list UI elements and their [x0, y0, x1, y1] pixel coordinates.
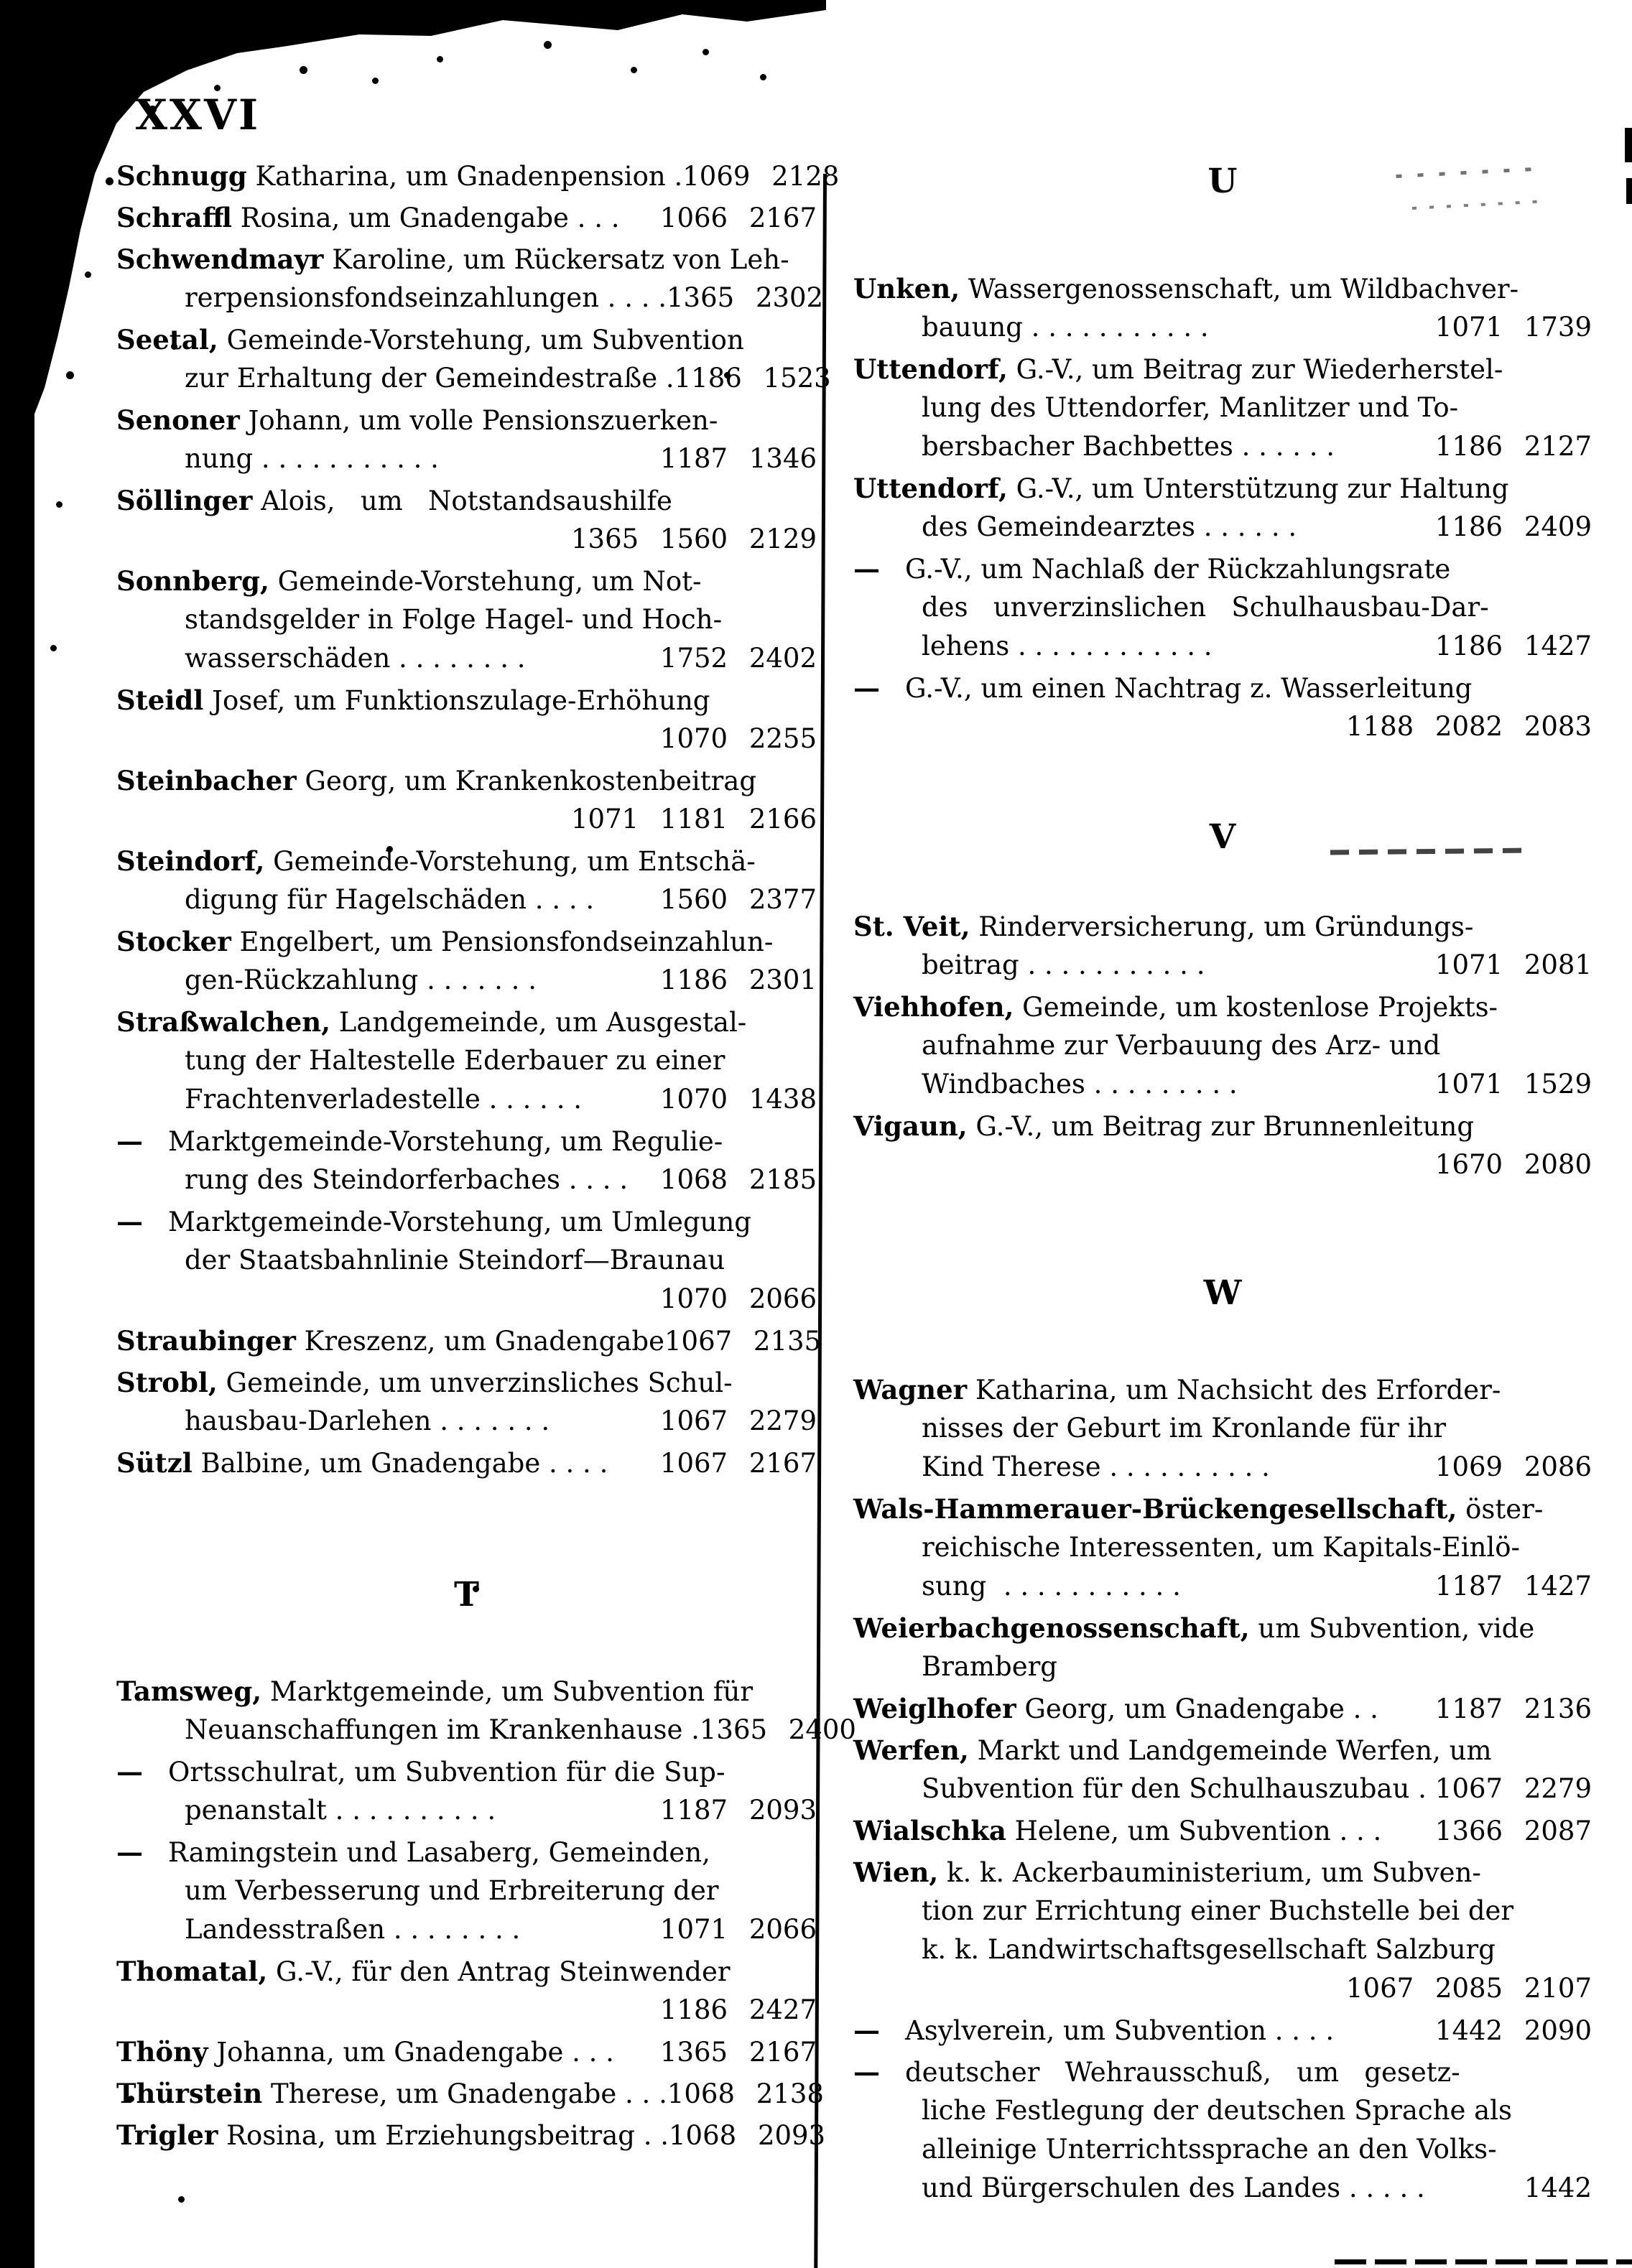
entry-text: hausbau-Darlehen . . . . . . .: [185, 1405, 550, 1436]
scan-artifact-bottom-line: [1335, 2259, 1632, 2264]
page-number: XXVI: [135, 90, 261, 139]
entry-text: Gemeinde-Vorstehung, um Entschä-: [264, 846, 756, 877]
entry-line: [853, 1811, 1592, 1850]
index-entry: [116, 240, 824, 317]
entry-line: [116, 961, 817, 1000]
entry-dash: —: [853, 2014, 880, 2046]
entry-text: G.-V., für den Antrag Steinwender: [267, 1956, 731, 1987]
entry-text: Balbine, um Gnadengabe . . . .: [192, 1448, 608, 1479]
entry-page-numbers: 1067 2135: [664, 1326, 822, 1357]
entry-line: [853, 946, 1592, 985]
entry-line: [116, 1202, 817, 1241]
entry-page-numbers: 1069 2086: [1434, 1451, 1592, 1482]
entry-line: [853, 1489, 1592, 1528]
entry-text: rerpensionsfondseinzahlungen . . . .: [185, 282, 667, 313]
entry-text: aufnahme zur Verbauung des Arz- und: [922, 1030, 1441, 1061]
index-entry: [116, 1122, 817, 1199]
section-header-u: U: [1207, 162, 1238, 201]
entry-line: [116, 842, 817, 880]
index-entry: [853, 2011, 1592, 2050]
entry-headword: Thöny: [116, 2036, 208, 2068]
entry-headword: Wagner: [853, 1374, 968, 1405]
scan-artifact-left-edge: [0, 0, 34, 2268]
entry-page-numbers: 1187 2093: [659, 1795, 817, 1826]
entry-text: Katharina, um Gnadenpension .: [246, 161, 683, 192]
entry-page-numbers: 1365 1560 2129: [570, 524, 817, 554]
index-entry: [853, 2053, 1592, 2208]
entry-headword: Sützl: [116, 1447, 193, 1479]
section-header-v: V: [1209, 817, 1236, 857]
entry-text: um Verbesserung und Erbreiterung der: [185, 1875, 719, 1906]
entry-line: [116, 800, 817, 839]
entry-text: rung des Steindorferbaches . . . .: [185, 1164, 629, 1195]
entry-line: [853, 1647, 1592, 1686]
entry-line: [116, 562, 817, 600]
entry-text: Landgemeinde, um Ausgestal-: [330, 1007, 747, 1038]
entry-line: [116, 681, 817, 720]
entry-page-numbers: 1067 2279: [659, 1405, 817, 1436]
entry-text: lung des Uttendorfer, Manlitzer und To-: [922, 392, 1459, 423]
entry-headword: Schnugg: [116, 160, 247, 192]
scan-artifact-right-edge-mark: [1625, 128, 1632, 162]
entry-line: [116, 1280, 817, 1319]
entry-line: [116, 1791, 817, 1830]
entry-text: beitrag . . . . . . . . . . .: [922, 949, 1205, 980]
entry-text: G.-V., um einen Nachtrag z. Wasserleitung: [905, 673, 1473, 704]
entry-line: [853, 2053, 1592, 2091]
entry-page-numbers: 1442 2090: [1434, 2015, 1592, 2046]
entry-text: Rosina, um Erziehungsbeitrag . .: [218, 2120, 669, 2151]
entry-page-numbers: 1186 2127: [1434, 431, 1592, 462]
entry-text: tung der Haltestelle Ederbauer zu einer: [185, 1045, 725, 1076]
index-entry: [116, 481, 817, 559]
entry-line: [853, 1567, 1592, 1606]
index-entry: [116, 320, 831, 398]
entry-headword: Strobl,: [116, 1367, 218, 1398]
entry-text: und Bürgerschulen des Landes . . . . .: [922, 2172, 1425, 2203]
entry-text: Rinderversicherung, um Gründungs-: [970, 911, 1474, 942]
entry-dash: —: [853, 553, 880, 585]
index-entry: [116, 2074, 824, 2113]
entry-headword: Weierbachgenossenschaft,: [853, 1612, 1250, 1644]
entry-page-numbers: 1186 2301: [659, 965, 817, 995]
entry-line: [116, 440, 817, 478]
entry-headword: Sonnberg,: [116, 565, 269, 597]
entry-text: Subvention für den Schulhauszubau .: [922, 1773, 1427, 1804]
entry-headword: Vigaun,: [853, 1110, 968, 1142]
entry-page-numbers: 1066 2167: [659, 203, 817, 233]
entry-text: des unverzinslichen Schulhausbau-Dar-: [922, 592, 1489, 623]
index-entry: [116, 1833, 817, 1949]
entry-text: bauung . . . . . . . . . . .: [922, 312, 1209, 343]
entry-line: [853, 427, 1592, 466]
entry-line: [853, 308, 1592, 347]
entry-headword: Uttendorf,: [853, 473, 1008, 504]
entry-line: [116, 1402, 817, 1441]
entry-text: standsgelder in Folge Hagel- und Hoch-: [185, 604, 723, 635]
entry-page-numbers: 1070 2066: [659, 1283, 817, 1314]
entry-page-numbers: 1365 2167: [659, 2037, 817, 2068]
entry-page-numbers: 1068 2093: [669, 2120, 826, 2151]
entry-line: [116, 2074, 824, 2113]
index-entry: [116, 2116, 826, 2155]
entry-headword: Steinbacher: [116, 765, 297, 796]
index-column-left: [116, 157, 856, 2157]
entry-text: Neuanschaffungen im Krankenhause .: [185, 1714, 700, 1745]
section-header-t: T: [454, 1575, 479, 1614]
entry-text: des Gemeindearztes . . . . . .: [922, 511, 1297, 542]
entry-text: Kind Therese . . . . . . . . . .: [922, 1451, 1270, 1482]
entry-line: [853, 1065, 1592, 1104]
entry-headword: Tamsweg,: [116, 1676, 262, 1707]
entry-text: nung . . . . . . . . . . .: [185, 443, 439, 474]
entry-page-numbers: 1560 2377: [659, 884, 817, 915]
entry-line: [116, 279, 824, 317]
entry-text: k. k. Ackerbauministerium, um Subven-: [938, 1857, 1481, 1888]
entry-line: [853, 707, 1592, 746]
entry-headword: Schwendmayr: [116, 243, 324, 275]
entry-line: [116, 1872, 817, 1910]
index-entry: [116, 2032, 817, 2071]
entry-text: Gemeinde, um kostenlose Projekts-: [1014, 992, 1498, 1023]
entry-line: [116, 1003, 817, 1041]
entry-line: [116, 520, 817, 559]
entry-text: Katharina, um Nachsicht des Erforder-: [967, 1375, 1501, 1405]
entry-headword: Uttendorf,: [853, 353, 1008, 385]
index-entry: [853, 469, 1592, 547]
entry-text: Engelbert, um Pensionsfondseinzahlun-: [231, 926, 774, 957]
entry-headword: Thomatal,: [116, 1956, 268, 1987]
entry-line: [853, 389, 1592, 427]
entry-text: reichische Interessenten, um Kapitals-Einlö-: [922, 1532, 1521, 1563]
entry-line: [116, 1363, 817, 1402]
entry-page-numbers: 1067 2279: [1434, 1773, 1592, 1804]
entry-text: Josef, um Funktionszulage-Erhöhung: [203, 685, 710, 716]
entry-line: [116, 1321, 822, 1360]
entry-text: G.-V., um Nachlaß der Rückzahlungsrate: [905, 554, 1451, 585]
entry-line: [853, 1853, 1592, 1892]
entry-page-numbers: 1186 1523: [674, 363, 831, 394]
entry-line: [116, 1752, 817, 1791]
entry-text: Ortsschulrat, um Subvention für die Sup-: [168, 1757, 725, 1788]
index-entry: [853, 350, 1592, 466]
entry-text: Georg, um Krankenkostenbeitrag: [296, 766, 757, 796]
entry-line: [116, 401, 817, 440]
entry-page-numbers: 1752 2402: [659, 643, 817, 674]
entry-line: [853, 269, 1592, 308]
entry-page-numbers: 1670 2080: [1434, 1149, 1592, 1180]
entry-line: [853, 1528, 1592, 1567]
entry-line: [853, 1930, 1592, 1969]
index-entry: [853, 1370, 1592, 1487]
index-entry: [853, 1853, 1592, 2008]
entry-line: [116, 198, 817, 237]
section-header-w: W: [1203, 1273, 1242, 1313]
entry-headword: Werfen,: [853, 1734, 969, 1766]
entry-text: sung . . . . . . . . . . .: [922, 1571, 1181, 1602]
index-entry: [116, 681, 817, 758]
entry-page-numbers: 1067 2167: [659, 1448, 817, 1479]
entry-page-numbers: 1187 1346: [659, 443, 817, 474]
entry-text: Landesstraßen . . . . . . . .: [185, 1914, 521, 1945]
entry-headword: Straßwalchen,: [116, 1006, 331, 1038]
entry-headword: Wialschka: [853, 1815, 1006, 1846]
entry-page-numbers: 1069 2128: [682, 161, 840, 192]
entry-headword: Senoner: [116, 404, 240, 436]
entry-line: [116, 761, 817, 800]
entry-text: nisses der Geburt im Kronlande für ihr: [922, 1413, 1447, 1444]
entry-text: Bramberg: [922, 1651, 1057, 1682]
entry-line: [853, 627, 1592, 666]
entry-line: [116, 1041, 817, 1080]
entry-page-numbers: 1186 1427: [1434, 631, 1592, 661]
entry-line: [853, 508, 1592, 547]
entry-text: liche Festlegung der deutschen Sprache als: [922, 2095, 1513, 2126]
entry-headword: Steidl: [116, 684, 204, 716]
entry-headword: Wien,: [853, 1856, 939, 1888]
entry-line: [853, 1107, 1592, 1145]
entry-dash: —: [116, 1206, 143, 1237]
index-entry: [116, 401, 817, 478]
entry-page-numbers: 1071 2081: [1434, 949, 1592, 980]
index-entry: [116, 922, 817, 1000]
entry-line: [853, 1609, 1592, 1647]
entry-text: gen-Rückzahlung . . . . . . .: [185, 965, 537, 995]
index-entry: [116, 761, 817, 839]
entry-text: digung für Hagelschäden . . . .: [185, 884, 595, 915]
entry-text: Karoline, um Rückersatz von Leh-: [323, 244, 789, 275]
index-entry: [853, 669, 1592, 746]
entry-line: [853, 2011, 1592, 2050]
entry-line: [853, 2169, 1592, 2208]
entry-headword: Seetal,: [116, 324, 218, 355]
entry-headword: Weiglhofer: [853, 1693, 1016, 1724]
entry-page-numbers: 1188 2082 2083: [1345, 711, 1592, 742]
entry-text: Frachtenverladestelle . . . . . .: [185, 1084, 582, 1115]
entry-text: Ramingstein und Lasaberg, Gemeinden,: [168, 1837, 710, 1868]
entry-dash: —: [116, 1125, 143, 1157]
entry-line: [116, 481, 817, 520]
entry-line: [116, 2032, 817, 2071]
entry-line: [853, 1145, 1592, 1184]
entry-line: [853, 1448, 1592, 1487]
entry-line: [116, 922, 817, 961]
entry-text: alleinige Unterrichtssprache an den Volks-: [922, 2134, 1497, 2165]
entry-text: deutscher Wehrausschuß, um gesetz-: [905, 2057, 1460, 2088]
entry-headword: Steindorf,: [116, 845, 265, 877]
entry-line: [853, 1892, 1592, 1930]
entry-line: [116, 1080, 817, 1119]
index-entry: [116, 1321, 822, 1360]
entry-headword: Trigler: [116, 2119, 218, 2151]
entry-line: [853, 1026, 1592, 1065]
entry-text: Johann, um volle Pensionszuerken-: [239, 405, 718, 436]
entry-text: Helene, um Subvention . . .: [1006, 1816, 1382, 1846]
entry-dash: —: [116, 1756, 143, 1788]
entry-text: Windbaches . . . . . . . . .: [922, 1069, 1238, 1100]
entry-line: [853, 469, 1592, 508]
entry-line: [116, 1910, 817, 1949]
entry-line: [116, 1833, 817, 1872]
entry-line: [116, 720, 817, 758]
index-column-right: [853, 157, 1592, 2211]
entry-text: Kreszenz, um Gnadengabe: [295, 1326, 664, 1357]
entry-line: [853, 1770, 1592, 1808]
entry-page-numbers: 1068 2185: [659, 1164, 817, 1195]
index-entry: [116, 1672, 856, 1749]
entry-text: G.-V., um Beitrag zur Wiederherstel-: [1007, 354, 1503, 385]
entry-text: der Staatsbahnlinie Steindorf—Braunau: [185, 1245, 725, 1275]
entry-text: penanstalt . . . . . . . . . .: [185, 1795, 496, 1826]
entry-line: [116, 600, 817, 639]
entry-dash: —: [853, 672, 880, 704]
entry-page-numbers: 1365 2302: [667, 282, 824, 313]
entry-headword: Thürstein: [116, 2078, 263, 2109]
entry-line: [853, 2091, 1592, 2130]
entry-line: [853, 1731, 1592, 1770]
entry-text: Asylverein, um Subvention . . . .: [905, 2015, 1335, 2046]
entry-page-numbers: 1071 1739: [1434, 312, 1592, 343]
entry-text: Therese, um Gnadengabe . . .: [262, 2078, 667, 2109]
entry-line: [853, 2130, 1592, 2169]
entry-text: Marktgemeinde, um Subvention für: [261, 1676, 754, 1707]
index-entry: [853, 549, 1592, 666]
entry-line: [853, 1370, 1592, 1409]
entry-line: [116, 1122, 817, 1161]
entry-headword: Stocker: [116, 926, 231, 957]
entry-line: [853, 1689, 1592, 1728]
entry-text: k. k. Landwirtschaftsgesellschaft Salzburg: [922, 1934, 1496, 1965]
entry-page-numbers: 1186 2427: [659, 1994, 817, 2025]
entry-text: Gemeinde-Vorstehung, um Not-: [269, 566, 702, 597]
entry-line: [116, 359, 831, 398]
entry-page-numbers: 1187 2136: [1434, 1693, 1592, 1724]
index-entry: [853, 1489, 1592, 1606]
entry-text: wasserschäden . . . . . . . .: [185, 643, 526, 674]
entry-page-numbers: 1071 1181 2166: [570, 804, 817, 835]
entry-headword: Straubinger: [116, 1325, 296, 1357]
entry-text: Rosina, um Gnadengabe . . .: [231, 203, 620, 233]
index-entry: [116, 1363, 817, 1441]
entry-headword: Unken,: [853, 273, 960, 305]
entry-line: [116, 1241, 817, 1280]
entry-page-numbers: 1068 2138: [667, 2078, 824, 2109]
index-entry: [116, 157, 840, 195]
entry-page-numbers: 1365 2400: [699, 1714, 856, 1745]
index-entry: [853, 269, 1592, 347]
index-entry: [853, 1689, 1592, 1728]
entry-text: Gemeinde-Vorstehung, um Subvention: [218, 325, 744, 355]
entry-line: [116, 1161, 817, 1199]
entry-line: [853, 987, 1592, 1026]
entry-page-numbers: 1442: [1524, 2172, 1592, 2203]
entry-text: Alois, um Notstandsaushilfe: [252, 485, 672, 516]
entry-line: [116, 320, 817, 359]
entry-line: [116, 1672, 817, 1711]
entry-page-numbers: 1067 2085 2107: [1345, 1973, 1592, 2004]
entry-line: [116, 1711, 856, 1749]
entry-text: G.-V., um Unterstützung zur Haltung: [1007, 473, 1509, 504]
entry-line: [116, 1444, 817, 1482]
entry-line: [116, 157, 840, 195]
entry-page-numbers: 1187 1427: [1434, 1571, 1592, 1602]
entry-line: [853, 1969, 1592, 2008]
index-entry: [116, 562, 817, 678]
entry-text: tion zur Errichtung einer Buchstelle bei der: [922, 1895, 1514, 1926]
entry-page-numbers: 1071 1529: [1434, 1069, 1592, 1100]
entry-line: [116, 240, 817, 279]
entry-line: [853, 549, 1592, 588]
entry-headword: Wals-Hammerauer-Brückengesellschaft,: [853, 1493, 1457, 1525]
entry-headword: St. Veit,: [853, 911, 970, 942]
entry-page-numbers: 1186 2409: [1434, 511, 1592, 542]
index-entry: [116, 842, 817, 919]
entry-line: [116, 639, 817, 678]
index-entry: [853, 987, 1592, 1104]
index-entry: [116, 198, 817, 237]
entry-text: Georg, um Gnadengabe . .: [1016, 1693, 1378, 1724]
entry-line: [853, 588, 1592, 627]
index-entry: [116, 1003, 817, 1119]
entry-page-numbers: 1070 1438: [659, 1084, 817, 1115]
entry-line: [853, 1409, 1592, 1448]
entry-text: um Subvention, vide: [1249, 1613, 1535, 1644]
entry-line: [116, 1952, 817, 1991]
entry-text: Marktgemeinde-Vorstehung, um Regulie-: [168, 1126, 723, 1157]
entry-page-numbers: 1071 2066: [659, 1914, 817, 1945]
entry-page-numbers: 1070 2255: [659, 723, 817, 754]
entry-line: [853, 907, 1592, 946]
entry-page-numbers: 1366 2087: [1434, 1816, 1592, 1846]
entry-headword: Schraffl: [116, 202, 232, 233]
index-entry: [853, 907, 1592, 985]
entry-headword: Viehhofen,: [853, 991, 1014, 1023]
index-entry: [853, 1107, 1592, 1184]
entry-dash: —: [853, 2056, 880, 2088]
entry-line: [116, 1991, 817, 2030]
entry-line: [853, 350, 1592, 389]
entry-line: [853, 669, 1592, 707]
entry-text: Gemeinde, um unverzinsliches Schul-: [217, 1367, 733, 1398]
entry-text: G.-V., um Beitrag zur Brunnenleitung: [967, 1111, 1475, 1142]
scan-artifact-speckles: [0, 0, 4, 4]
index-entry: [853, 1811, 1592, 1850]
entry-text: bersbacher Bachbettes . . . . . .: [922, 431, 1335, 462]
entry-text: öster-: [1457, 1494, 1544, 1525]
entry-line: [116, 880, 817, 919]
index-entry: [116, 1952, 817, 2030]
entry-text: lehens . . . . . . . . . . . .: [922, 631, 1213, 661]
entry-text: Markt und Landgemeinde Werfen, um: [968, 1735, 1492, 1766]
entry-text: Wassergenossenschaft, um Wildbachver-: [960, 274, 1519, 305]
index-entry: [853, 1731, 1592, 1808]
entry-text: Marktgemeinde-Vorstehung, um Umlegung: [168, 1207, 751, 1237]
entry-text: zur Erhaltung der Gemeindestraße .: [185, 363, 674, 394]
entry-text: Johanna, um Gnadengabe . . .: [208, 2037, 614, 2068]
index-entry: [116, 1444, 817, 1482]
index-entry: [116, 1752, 817, 1830]
index-entry: [853, 1609, 1592, 1686]
index-entry: [116, 1202, 817, 1319]
entry-dash: —: [116, 1836, 143, 1868]
entry-headword: Söllinger: [116, 485, 253, 516]
entry-line: [116, 2116, 826, 2155]
scan-artifact-right-edge-mark: [1626, 178, 1632, 204]
